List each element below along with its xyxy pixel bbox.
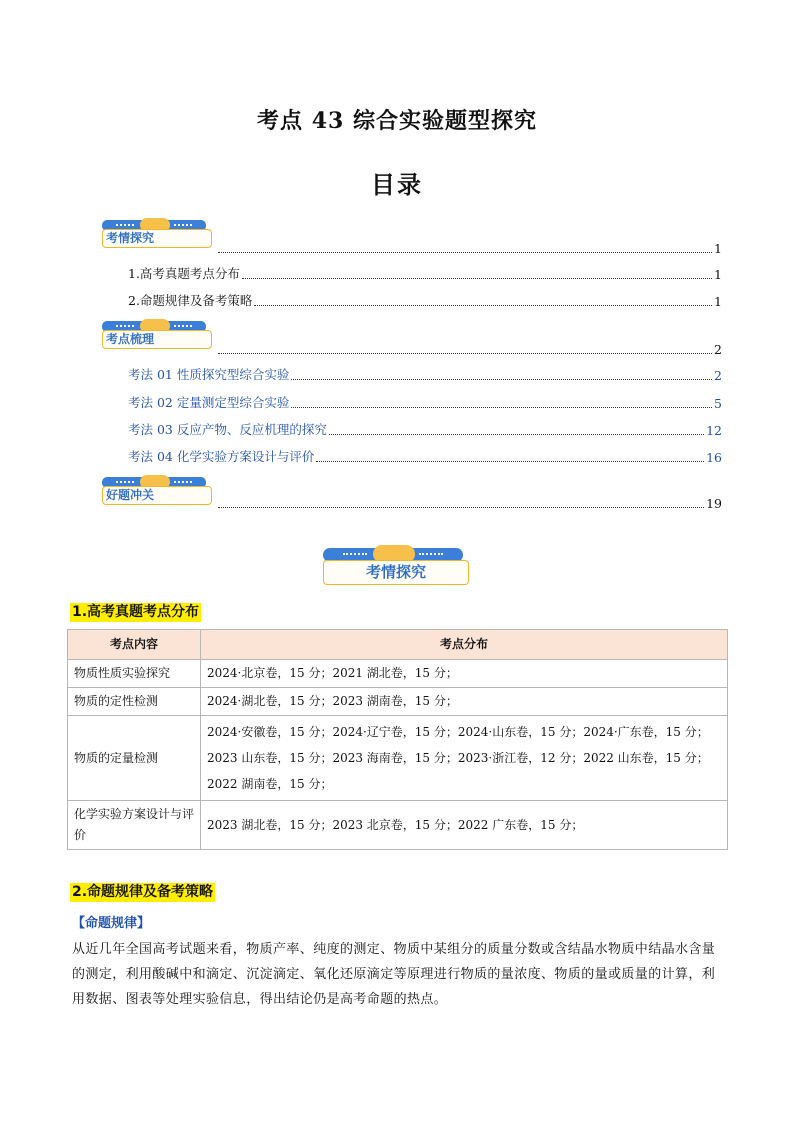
toc-entry[interactable]: 考法 04 化学实验方案设计与评价 16 [128, 449, 722, 465]
toc-entry[interactable]: 考法 03 反应产物、反应机理的探究 12 [128, 422, 722, 438]
sub-heading: 【命题规律】 [72, 916, 151, 931]
section-heading: 1.高考真题考点分布 [72, 604, 200, 620]
toc-entry-haoti[interactable]: 19 [216, 495, 722, 511]
table-header: 考点分布 [201, 630, 728, 660]
table-row: 化学实验方案设计与评价 2023 湖北卷，15 分；2023 北京卷，15 分；2022 广东卷，15 分； [68, 801, 728, 850]
section-heading: 2.命题规律及备考策略 [72, 884, 214, 900]
toc-entry[interactable]: 考法 02 定量测定型综合实验 5 [128, 395, 722, 411]
table-row: 物质的定量检测 2024·安徽卷，15 分；2024·辽宁卷，15 分；2024·山东卷，15 分；2024·广东卷，15 分； 2023 山东卷，15 分；2023 海南卷，15 分；2023·浙江卷，12 分；2022 山东卷，15 分；2022 湖南卷，15 分； [68, 716, 728, 801]
toc-title: 目录 [371, 170, 423, 199]
table-header: 考点内容 [68, 630, 201, 660]
toc-entry[interactable]: 1.高考真题考点分布 1 [128, 266, 722, 282]
section-badge-kaoqing: 考情探究 [323, 548, 469, 586]
exam-distribution-table [67, 629, 728, 850]
page-title: 考点 43 综合实验题型探究 [257, 108, 537, 134]
table-row: 物质性质实验探究 2024·北京卷，15 分；2021 湖北卷，15 分； [68, 660, 728, 688]
table-row: 物质的定性检测 2024·湖北卷，15 分；2023 湖南卷，15 分； [68, 688, 728, 716]
badge-kaodian-toc: 考点梳理 [102, 321, 212, 351]
toc-entry[interactable]: 2.命题规律及备考策略 1 [128, 293, 722, 309]
badge-kaoqing-toc: 考情探究 [102, 220, 212, 250]
toc-entry-kaodian[interactable]: 2 [216, 341, 722, 357]
toc-entry-kaoqing[interactable]: 1 [216, 240, 722, 256]
badge-haoti-toc: 好题冲关 [102, 477, 212, 507]
paragraph: 从近几年全国高考试题来看，物质产率、纯度的测定、物质中某组分的质量分数或含结晶水物质中结晶水含量的测定，利用酸碱中和滴定、沉淀滴定、氧化还原滴定等原理进行物质的量浓度、物质的量或质量的计算，利用数据、图表等处理实验信息，得出结论仍是高考命题的热点。 [72, 942, 716, 1007]
toc-entry[interactable]: 考法 01 性质探究型综合实验 2 [128, 367, 722, 383]
